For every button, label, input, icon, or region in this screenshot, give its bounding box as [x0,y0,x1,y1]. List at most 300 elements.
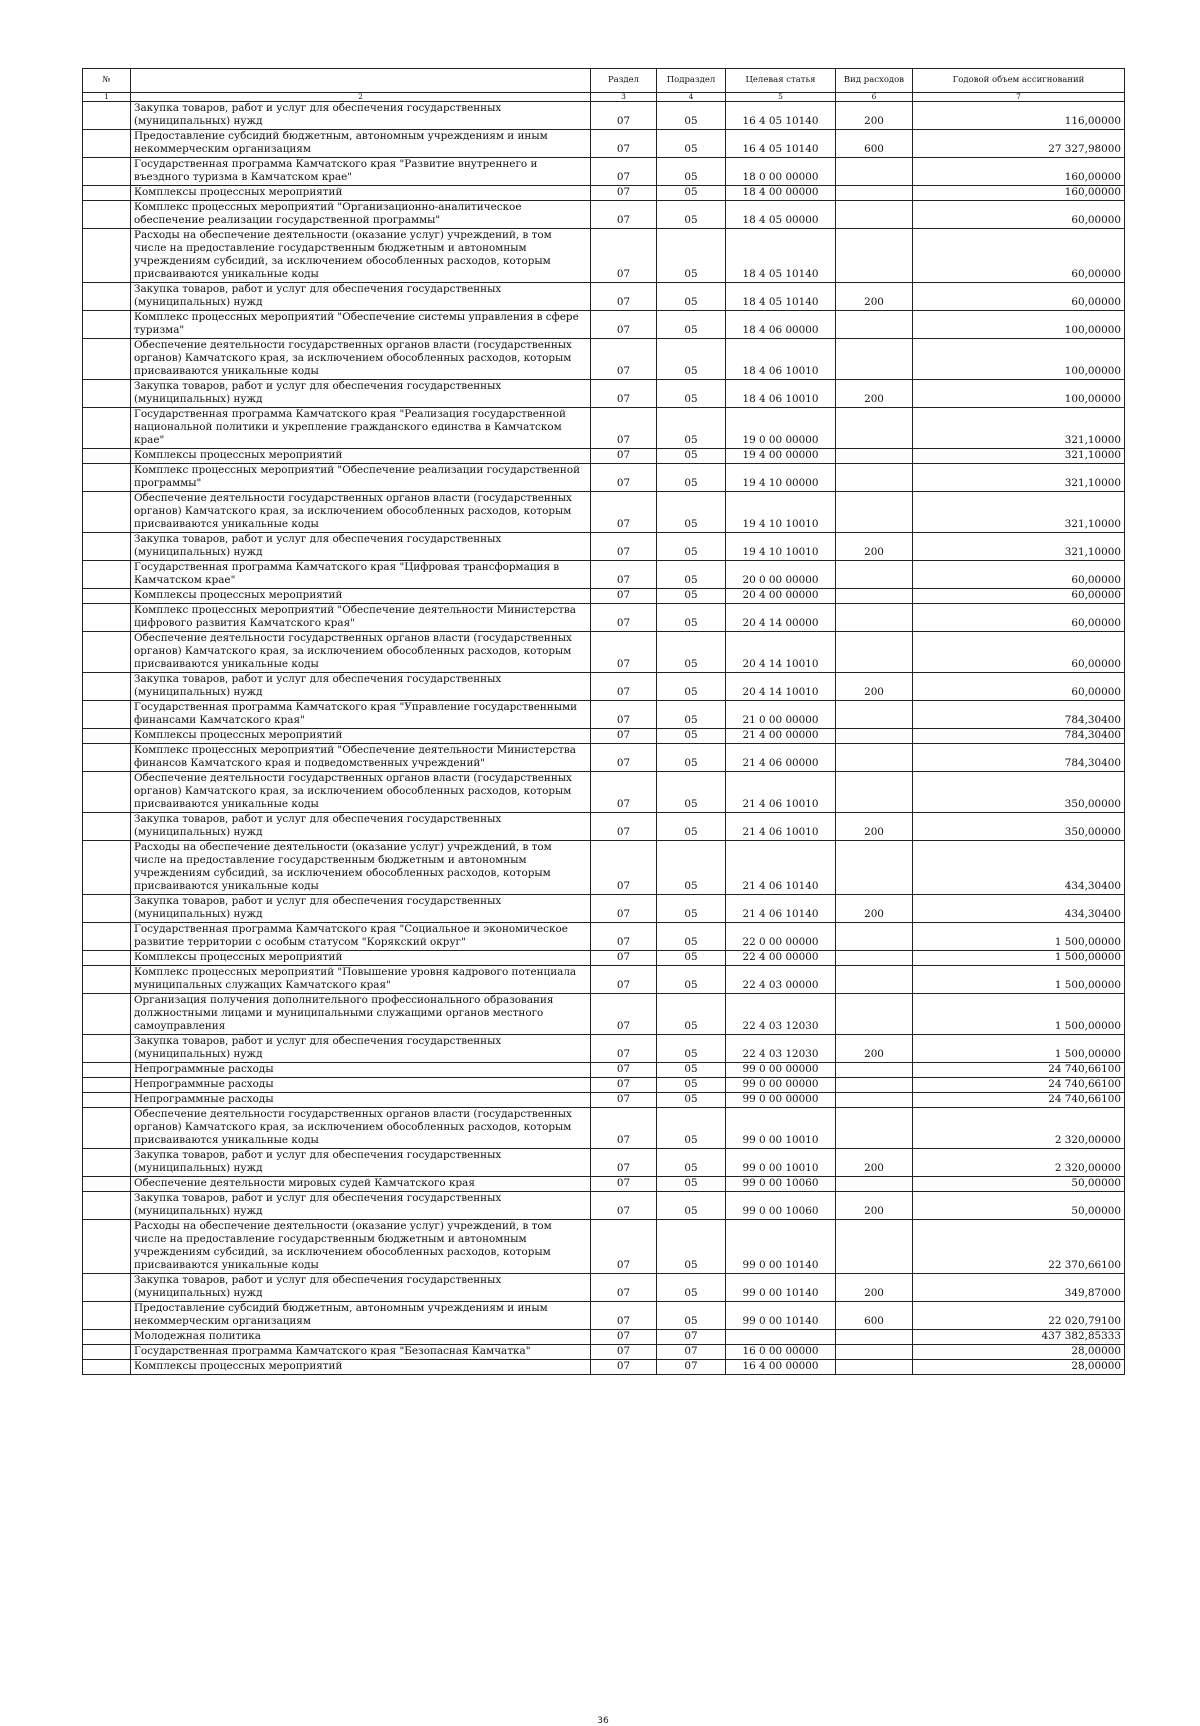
expense-type-cell [836,604,913,632]
amount-cell: 22 370,66100 [913,1220,1125,1274]
expense-name-cell: Государственная программа Камчатского края "Реализация государственной национальной политики и укрепление гражданского единства в Камчатском крае" [131,408,591,449]
amount-cell: 50,00000 [913,1192,1125,1220]
table-row [83,339,1125,380]
section-cell: 07 [591,1274,657,1302]
table-row [83,1274,1125,1302]
expense-name-cell: Обеспечение деятельности мировых судей Камчатского края [131,1177,591,1192]
subsection-cell: 05 [657,813,726,841]
expense-type-cell [836,201,913,229]
table-row [83,1220,1125,1274]
expense-type-cell: 200 [836,895,913,923]
section-cell: 07 [591,492,657,533]
expense-name-cell: Закупка товаров, работ и услуг для обеспечения государственных (муниципальных) нужд [131,813,591,841]
section-cell: 07 [591,380,657,408]
header-section: Раздел [591,69,657,93]
section-cell: 07 [591,1220,657,1274]
row-number-cell [83,923,131,951]
expense-name-cell: Комплекс процессных мероприятий "Обеспечение деятельности Министерства финансов Камчатского края и подведомственных учреждений" [131,744,591,772]
expense-type-cell: 200 [836,813,913,841]
row-number-cell [83,201,131,229]
table-row [83,408,1125,449]
amount-cell: 60,00000 [913,283,1125,311]
table-row [83,158,1125,186]
budget-table [82,68,1125,1375]
table-row [83,632,1125,673]
amount-cell: 24 740,66100 [913,1093,1125,1108]
row-number-cell [83,380,131,408]
amount-cell: 434,30400 [913,841,1125,895]
subsection-cell: 05 [657,1078,726,1093]
target-article-cell: 99 0 00 10060 [726,1177,836,1192]
section-cell: 07 [591,589,657,604]
expense-name-cell: Предоставление субсидий бюджетным, автономным учреждениям и иным некоммерческим организациям [131,130,591,158]
column-number: 6 [836,93,913,102]
row-number-cell [83,744,131,772]
expense-type-cell [836,744,913,772]
expense-type-cell [836,1063,913,1078]
row-number-cell [83,1302,131,1330]
table-row [83,449,1125,464]
target-article-cell: 99 0 00 10060 [726,1192,836,1220]
table-row [83,380,1125,408]
target-article-cell: 20 4 14 00000 [726,604,836,632]
amount-cell: 116,00000 [913,102,1125,130]
table-row [83,701,1125,729]
expense-name-cell: Государственная программа Камчатского края "Социальное и экономическое развитие территории с особым статусом "Корякский округ" [131,923,591,951]
subsection-cell: 05 [657,923,726,951]
row-number-cell [83,130,131,158]
row-number-cell [83,283,131,311]
table-row [83,1149,1125,1177]
subsection-cell: 05 [657,673,726,701]
row-number-cell [83,339,131,380]
amount-cell: 350,00000 [913,813,1125,841]
subsection-cell: 05 [657,229,726,283]
subsection-cell: 05 [657,283,726,311]
expense-type-cell: 200 [836,533,913,561]
expense-name-cell: Комплекс процессных мероприятий "Обеспечение реализации государственной программы" [131,464,591,492]
row-number-cell [83,673,131,701]
expense-type-cell [836,994,913,1035]
subsection-cell: 05 [657,744,726,772]
column-number: 7 [913,93,1125,102]
amount-cell: 321,10000 [913,533,1125,561]
section-cell: 07 [591,1192,657,1220]
expense-name-cell: Обеспечение деятельности государственных органов власти (государственных органов) Камчатского края, за исключением обособленных расходов, которым присваиваются уникальные коды [131,772,591,813]
target-article-cell: 99 0 00 00000 [726,1093,836,1108]
table-body [83,102,1125,1375]
section-cell: 07 [591,701,657,729]
section-cell: 07 [591,604,657,632]
expense-type-cell [836,311,913,339]
target-article-cell: 18 4 05 00000 [726,201,836,229]
row-number-cell [83,1360,131,1375]
expense-name-cell: Комплексы процессных мероприятий [131,1360,591,1375]
section-cell: 07 [591,729,657,744]
amount-cell: 2 320,00000 [913,1108,1125,1149]
expense-type-cell: 200 [836,380,913,408]
expense-type-cell [836,729,913,744]
row-number-cell [83,1108,131,1149]
target-article-cell: 22 4 03 12030 [726,1035,836,1063]
target-article-cell: 16 4 00 00000 [726,1360,836,1375]
section-cell: 07 [591,673,657,701]
table-row [83,1035,1125,1063]
target-article-cell: 18 4 00 00000 [726,186,836,201]
table-row [83,744,1125,772]
table-row [83,492,1125,533]
target-article-cell: 21 4 06 10140 [726,895,836,923]
amount-cell: 24 740,66100 [913,1063,1125,1078]
section-cell: 07 [591,283,657,311]
amount-cell: 1 500,00000 [913,923,1125,951]
table-row [83,1330,1125,1345]
target-article-cell: 22 4 03 12030 [726,994,836,1035]
target-article-cell: 16 4 05 10140 [726,102,836,130]
row-number-cell [83,492,131,533]
expense-type-cell [836,449,913,464]
amount-cell: 784,30400 [913,729,1125,744]
subsection-cell: 05 [657,1108,726,1149]
expense-type-cell [836,186,913,201]
expense-name-cell: Обеспечение деятельности государственных органов власти (государственных органов) Камчатского края, за исключением обособленных расходов, которым присваиваются уникальные коды [131,632,591,673]
row-number-cell [83,841,131,895]
expense-name-cell: Закупка товаров, работ и услуг для обеспечения государственных (муниципальных) нужд [131,283,591,311]
row-number-cell [83,772,131,813]
target-article-cell: 19 0 00 00000 [726,408,836,449]
expense-name-cell: Непрограммные расходы [131,1063,591,1078]
section-cell: 07 [591,923,657,951]
amount-cell: 60,00000 [913,589,1125,604]
section-cell: 07 [591,632,657,673]
target-article-cell [726,1330,836,1345]
expense-name-cell: Комплексы процессных мероприятий [131,729,591,744]
expense-name-cell: Комплексы процессных мероприятий [131,449,591,464]
expense-type-cell: 600 [836,130,913,158]
section-cell: 07 [591,229,657,283]
column-number: 3 [591,93,657,102]
amount-cell: 28,00000 [913,1360,1125,1375]
row-number-cell [83,729,131,744]
amount-cell: 349,87000 [913,1274,1125,1302]
row-number-cell [83,464,131,492]
subsection-cell: 05 [657,951,726,966]
table-row [83,1108,1125,1149]
table-row [83,283,1125,311]
target-article-cell: 19 4 10 00000 [726,464,836,492]
expense-name-cell: Закупка товаров, работ и услуг для обеспечения государственных (муниципальных) нужд [131,673,591,701]
section-cell: 07 [591,561,657,589]
subsection-cell: 05 [657,408,726,449]
expense-type-cell [836,589,913,604]
section-cell: 07 [591,1149,657,1177]
table-row [83,1063,1125,1078]
expense-type-cell: 200 [836,673,913,701]
expense-name-cell: Комплексы процессных мероприятий [131,951,591,966]
header-target: Целевая статья [726,69,836,93]
expense-type-cell: 200 [836,1149,913,1177]
expense-name-cell: Комплексы процессных мероприятий [131,186,591,201]
subsection-cell: 05 [657,1063,726,1078]
subsection-cell: 05 [657,380,726,408]
target-article-cell: 16 0 00 00000 [726,1345,836,1360]
target-article-cell: 20 0 00 00000 [726,561,836,589]
subsection-cell: 05 [657,339,726,380]
section-cell: 07 [591,464,657,492]
row-number-cell [83,701,131,729]
expense-name-cell: Комплекс процессных мероприятий "Организационно-аналитическое обеспечение реализации государственной программы" [131,201,591,229]
target-article-cell: 21 4 06 10140 [726,841,836,895]
subsection-cell: 05 [657,1149,726,1177]
table-row [83,1093,1125,1108]
expense-name-cell: Государственная программа Камчатского края "Развитие внутреннего и въездного туризма в Камчатском крае" [131,158,591,186]
amount-cell: 60,00000 [913,604,1125,632]
table-row [83,772,1125,813]
header-num: № [83,69,131,93]
expense-name-cell: Государственная программа Камчатского края "Безопасная Камчатка" [131,1345,591,1360]
table-row [83,729,1125,744]
row-number-cell [83,186,131,201]
section-cell: 07 [591,744,657,772]
expense-type-cell [836,1220,913,1274]
target-article-cell: 22 4 03 00000 [726,966,836,994]
table-row [83,604,1125,632]
target-article-cell: 21 4 00 00000 [726,729,836,744]
row-number-cell [83,994,131,1035]
target-article-cell: 19 4 10 10010 [726,533,836,561]
column-number-row [83,93,1125,102]
row-number-cell [83,1274,131,1302]
subsection-cell: 05 [657,589,726,604]
subsection-cell: 05 [657,1093,726,1108]
page-number: 36 [597,1716,609,1726]
row-number-cell [83,1330,131,1345]
target-article-cell: 16 4 05 10140 [726,130,836,158]
target-article-cell: 99 0 00 10010 [726,1108,836,1149]
table-row [83,923,1125,951]
target-article-cell: 21 4 06 10010 [726,772,836,813]
header-subsection: Подраздел [657,69,726,93]
target-article-cell: 20 4 14 10010 [726,673,836,701]
subsection-cell: 05 [657,561,726,589]
row-number-cell [83,1149,131,1177]
expense-name-cell: Закупка товаров, работ и услуг для обеспечения государственных (муниципальных) нужд [131,1274,591,1302]
expense-type-cell [836,464,913,492]
table-row [83,951,1125,966]
row-number-cell [83,158,131,186]
expense-type-cell [836,561,913,589]
target-article-cell: 18 4 06 10010 [726,380,836,408]
table-row [83,201,1125,229]
target-article-cell: 99 0 00 10010 [726,1149,836,1177]
target-article-cell: 22 0 00 00000 [726,923,836,951]
amount-cell: 100,00000 [913,311,1125,339]
expense-type-cell: 200 [836,1274,913,1302]
amount-cell: 321,10000 [913,464,1125,492]
section-cell: 07 [591,1360,657,1375]
table-row [83,589,1125,604]
target-article-cell: 99 0 00 00000 [726,1063,836,1078]
expense-type-cell [836,339,913,380]
expense-type-cell: 200 [836,102,913,130]
table-row [83,1302,1125,1330]
subsection-cell: 05 [657,1192,726,1220]
table-row [83,841,1125,895]
amount-cell: 784,30400 [913,701,1125,729]
expense-name-cell: Расходы на обеспечение деятельности (оказание услуг) учреждений, в том числе на предоставление государственным бюджетным и автономным учреждениям субсидий, за исключением обособленных расходов, которым присваиваются уникальные коды [131,1220,591,1274]
subsection-cell: 05 [657,1220,726,1274]
amount-cell: 100,00000 [913,339,1125,380]
target-article-cell: 18 4 05 10140 [726,283,836,311]
table-row [83,1078,1125,1093]
amount-cell: 1 500,00000 [913,951,1125,966]
section-cell: 07 [591,1063,657,1078]
table-row [83,813,1125,841]
target-article-cell: 20 4 14 10010 [726,632,836,673]
amount-cell: 321,10000 [913,492,1125,533]
row-number-cell [83,449,131,464]
section-cell: 07 [591,201,657,229]
expense-type-cell [836,1177,913,1192]
amount-cell: 100,00000 [913,380,1125,408]
row-number-cell [83,311,131,339]
section-cell: 07 [591,895,657,923]
expense-type-cell [836,841,913,895]
expense-type-cell [836,1108,913,1149]
amount-cell: 60,00000 [913,201,1125,229]
amount-cell: 60,00000 [913,229,1125,283]
amount-cell: 160,00000 [913,158,1125,186]
expense-name-cell: Расходы на обеспечение деятельности (оказание услуг) учреждений, в том числе на предоставление государственным бюджетным и автономным учреждениям субсидий, за исключением обособленных расходов, которым присваиваются уникальные коды [131,841,591,895]
amount-cell: 60,00000 [913,673,1125,701]
expense-name-cell: Обеспечение деятельности государственных органов власти (государственных органов) Камчатского края, за исключением обособленных расходов, которым присваиваются уникальные коды [131,1108,591,1149]
expense-type-cell [836,158,913,186]
row-number-cell [83,813,131,841]
subsection-cell: 05 [657,966,726,994]
table-row [83,464,1125,492]
expense-name-cell: Государственная программа Камчатского края "Управление государственными финансами Камчатского края" [131,701,591,729]
section-cell: 07 [591,1302,657,1330]
table-row [83,1345,1125,1360]
amount-cell: 160,00000 [913,186,1125,201]
amount-cell: 321,10000 [913,408,1125,449]
row-number-cell [83,1177,131,1192]
expense-type-cell [836,966,913,994]
target-article-cell: 18 4 06 00000 [726,311,836,339]
section-cell: 07 [591,951,657,966]
target-article-cell: 19 4 00 00000 [726,449,836,464]
subsection-cell: 05 [657,604,726,632]
row-number-cell [83,1035,131,1063]
row-number-cell [83,1063,131,1078]
section-cell: 07 [591,1078,657,1093]
section-cell: 07 [591,130,657,158]
amount-cell: 22 020,79100 [913,1302,1125,1330]
subsection-cell: 05 [657,841,726,895]
subsection-cell: 05 [657,492,726,533]
subsection-cell: 05 [657,102,726,130]
header-row [83,69,1125,93]
section-cell: 07 [591,813,657,841]
expense-type-cell [836,951,913,966]
row-number-cell [83,533,131,561]
expense-type-cell: 200 [836,1035,913,1063]
expense-type-cell [836,1360,913,1375]
section-cell: 07 [591,311,657,339]
row-number-cell [83,1220,131,1274]
table-row [83,895,1125,923]
amount-cell: 1 500,00000 [913,994,1125,1035]
row-number-cell [83,966,131,994]
target-article-cell: 99 0 00 00000 [726,1078,836,1093]
section-cell: 07 [591,186,657,201]
expense-type-cell: 600 [836,1302,913,1330]
amount-cell: 27 327,98000 [913,130,1125,158]
expense-name-cell: Комплекс процессных мероприятий "Обеспечение системы управления в сфере туризма" [131,311,591,339]
row-number-cell [83,589,131,604]
section-cell: 07 [591,158,657,186]
section-cell: 07 [591,772,657,813]
section-cell: 07 [591,966,657,994]
section-cell: 07 [591,1345,657,1360]
subsection-cell: 07 [657,1360,726,1375]
table-row [83,130,1125,158]
target-article-cell: 21 0 00 00000 [726,701,836,729]
row-number-cell [83,102,131,130]
subsection-cell: 05 [657,701,726,729]
expense-type-cell [836,1078,913,1093]
row-number-cell [83,1192,131,1220]
amount-cell: 784,30400 [913,744,1125,772]
expense-name-cell: Комплекс процессных мероприятий "Повышение уровня кадрового потенциала муниципальных служащих Камчатского края" [131,966,591,994]
expense-name-cell: Комплекс процессных мероприятий "Обеспечение деятельности Министерства цифрового развития Камчатского края" [131,604,591,632]
expense-name-cell: Государственная программа Камчатского края "Цифровая трансформация в Камчатском крае" [131,561,591,589]
expense-name-cell: Закупка товаров, работ и услуг для обеспечения государственных (муниципальных) нужд [131,1035,591,1063]
subsection-cell: 05 [657,130,726,158]
section-cell: 07 [591,1035,657,1063]
target-article-cell: 21 4 06 00000 [726,744,836,772]
table-row [83,561,1125,589]
target-article-cell: 20 4 00 00000 [726,589,836,604]
amount-cell: 1 500,00000 [913,1035,1125,1063]
expense-name-cell: Обеспечение деятельности государственных органов власти (государственных органов) Камчатского края, за исключением обособленных расходов, которым присваиваются уникальные коды [131,492,591,533]
expense-name-cell: Закупка товаров, работ и услуг для обеспечения государственных (муниципальных) нужд [131,895,591,923]
expense-type-cell [836,923,913,951]
row-number-cell [83,1345,131,1360]
target-article-cell: 99 0 00 10140 [726,1220,836,1274]
expense-name-cell: Закупка товаров, работ и услуг для обеспечения государственных (муниципальных) нужд [131,1149,591,1177]
expense-name-cell: Непрограммные расходы [131,1078,591,1093]
target-article-cell: 18 4 06 10010 [726,339,836,380]
subsection-cell: 05 [657,464,726,492]
column-number: 5 [726,93,836,102]
subsection-cell: 05 [657,1035,726,1063]
section-cell: 07 [591,1177,657,1192]
subsection-cell: 05 [657,158,726,186]
section-cell: 07 [591,1108,657,1149]
amount-cell: 28,00000 [913,1345,1125,1360]
subsection-cell: 05 [657,729,726,744]
subsection-cell: 05 [657,1274,726,1302]
expense-type-cell: 200 [836,283,913,311]
subsection-cell: 05 [657,994,726,1035]
amount-cell: 50,00000 [913,1177,1125,1192]
row-number-cell [83,895,131,923]
header-amount: Годовой объем ассигнований [913,69,1125,93]
table-row [83,1360,1125,1375]
subsection-cell: 05 [657,449,726,464]
subsection-cell: 05 [657,1302,726,1330]
